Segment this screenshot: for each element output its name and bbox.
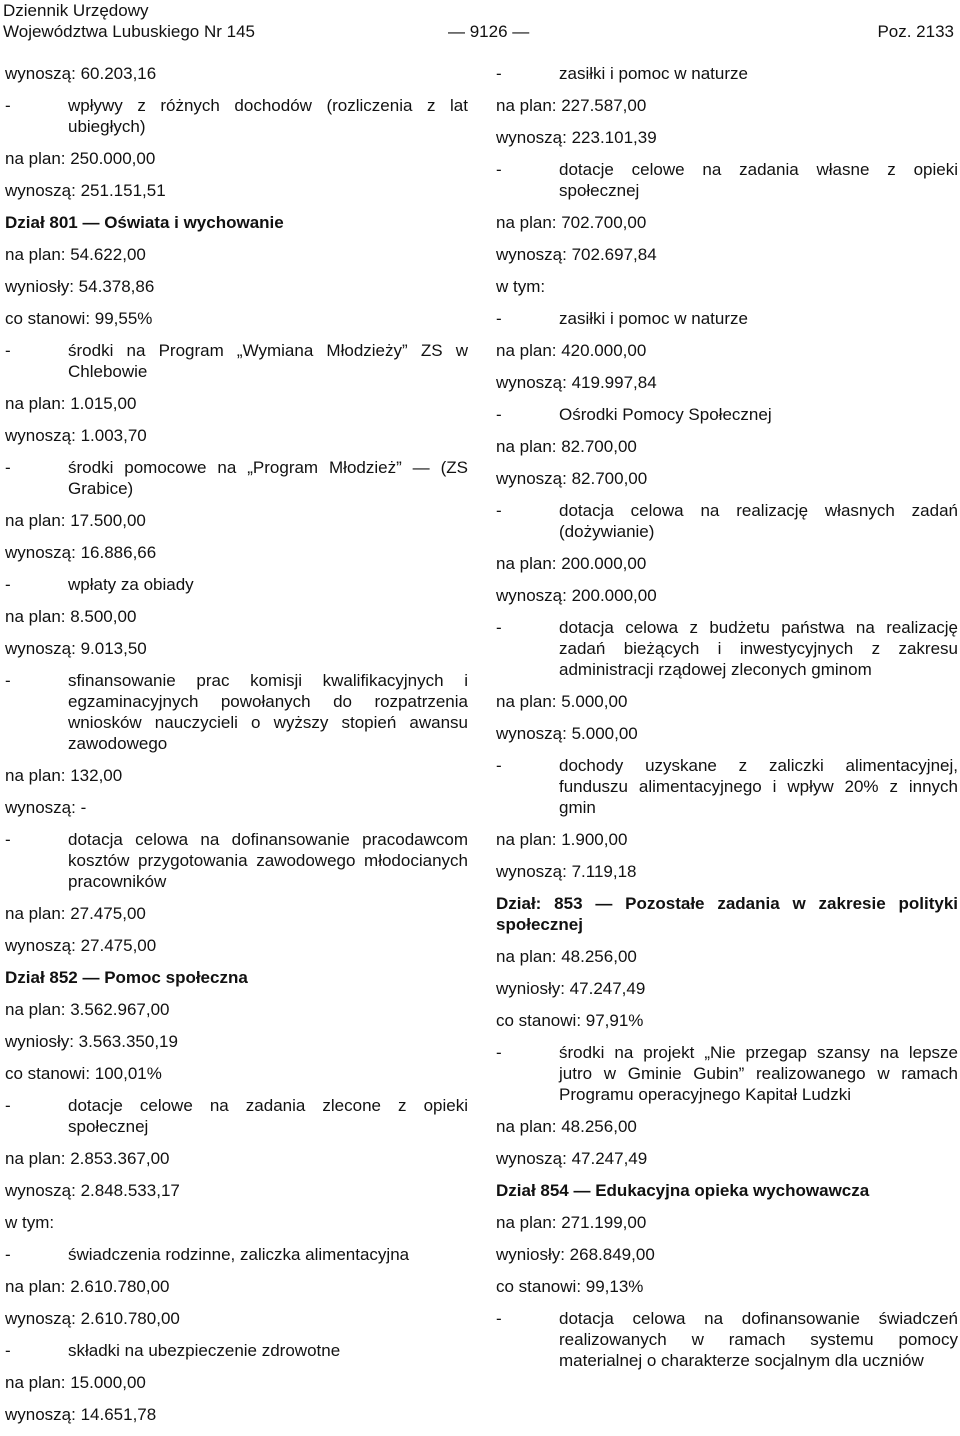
bullet-item	[5, 340, 468, 382]
bullet-item	[496, 63, 958, 84]
amount-line: na plan: 702.700,00	[496, 213, 647, 232]
bullet-dash: -	[496, 1043, 502, 1062]
amount-line: wynoszą: 2.848.533,17	[5, 1181, 180, 1200]
left-column	[5, 63, 468, 1436]
amount-line: wyniosły: 47.247,49	[496, 979, 646, 998]
amount-line: na plan: 48.256,00	[496, 947, 637, 966]
bullet-dash: -	[496, 1309, 502, 1328]
bullet-text: dotacje celowe na zadania własne z opieki społecznej	[559, 160, 958, 200]
amount-line: na plan: 227.587,00	[496, 96, 647, 115]
amount-line: wynoszą: 5.000,00	[496, 724, 638, 743]
amount-line: wynoszą: 702.697,84	[496, 245, 657, 264]
bullet-text: Ośrodki Pomocy Społecznej	[559, 405, 772, 424]
amount-line: na plan: 54.622,00	[5, 245, 146, 264]
bullet-text: dochody uzyskane z zaliczki alimentacyjnej, funduszu alimentacyjnego i wpływ 20% z innych gmin	[559, 756, 958, 817]
bullet-dash: -	[5, 1341, 11, 1360]
section-heading: Dział: 853 — Pozostałe zadania w zakresie polityki społecznej	[496, 894, 958, 934]
amount-line: na plan: 48.256,00	[496, 1117, 637, 1136]
bullet-text: środki na Program „Wymiana Młodzieży” ZS w Chlebowie	[68, 341, 468, 381]
bullet-item	[5, 457, 468, 499]
bullet-dash: -	[5, 96, 11, 115]
amount-line: wyniosły: 54.378,86	[5, 277, 155, 296]
bullet-dash: -	[5, 1245, 11, 1264]
header-row	[3, 21, 957, 42]
bullet-item	[5, 670, 468, 754]
amount-line: wynoszą: 14.651,78	[5, 1405, 157, 1424]
amount-line: na plan: 27.475,00	[5, 904, 146, 923]
position-number: Poz. 2133	[877, 22, 954, 41]
bullet-text: sfinansowanie prac komisji kwalifikacyjnych i egzaminacyjnych powołanych do rozpatrzenia wniosków nauczycieli o wyższy stopień awansu zawodowego	[68, 671, 468, 753]
amount-line: wynoszą: -	[5, 798, 87, 817]
amount-line: na plan: 2.610.780,00	[5, 1277, 170, 1296]
bullet-dash: -	[496, 405, 502, 424]
amount-line: na plan: 5.000,00	[496, 692, 628, 711]
amount-line: wynoszą: 2.610.780,00	[5, 1309, 180, 1328]
amount-line: co stanowi: 100,01%	[5, 1064, 162, 1083]
amount-line: wynoszą: 9.013,50	[5, 639, 147, 658]
bullet-item	[5, 1095, 468, 1137]
amount-line: na plan: 132,00	[5, 766, 123, 785]
bullet-dash: -	[496, 756, 502, 775]
bullet-text: wpłaty za obiady	[68, 575, 194, 594]
amount-line: wynoszą: 47.247,49	[496, 1149, 648, 1168]
amount-line: wynoszą: 27.475,00	[5, 936, 157, 955]
bullet-dash: -	[5, 575, 11, 594]
amount-line: wyniosły: 268.849,00	[496, 1245, 655, 1264]
bullet-dash: -	[496, 309, 502, 328]
bullet-dash: -	[5, 341, 11, 360]
bullet-item	[496, 308, 958, 329]
bullet-dash: -	[496, 160, 502, 179]
amount-line: wynoszą: 1.003,70	[5, 426, 147, 445]
amount-line: wynoszą: 16.886,66	[5, 543, 157, 562]
amount-line: na plan: 250.000,00	[5, 149, 156, 168]
amount-line: na plan: 1.015,00	[5, 394, 137, 413]
amount-line: wynoszą: 82.700,00	[496, 469, 648, 488]
bullet-text: zasiłki i pomoc w naturze	[559, 309, 748, 328]
bullet-item	[5, 574, 468, 595]
bullet-text: środki na projekt „Nie przegap szansy na lepsze jutro w Gminie Gubin” realizowanego w ramach Programu operacyjnego Kapitał Ludzki	[559, 1043, 958, 1104]
amount-line: na plan: 15.000,00	[5, 1373, 146, 1392]
page-number: — 9126 —	[448, 22, 530, 41]
section-heading: Dział 801 — Oświata i wychowanie	[5, 213, 284, 232]
amount-line: w tym:	[496, 277, 546, 296]
bullet-dash: -	[5, 830, 11, 849]
amount-line: wynoszą: 419.997,84	[496, 373, 657, 392]
amount-line: wynoszą: 223.101,39	[496, 128, 657, 147]
journal-title: Dziennik Urzędowy	[3, 1, 149, 20]
page-header	[3, 0, 957, 44]
section-heading: Dział 852 — Pomoc społeczna	[5, 968, 248, 987]
bullet-item	[496, 1042, 958, 1105]
bullet-text: dotacja celowa na realizację własnych zadań (dożywianie)	[559, 501, 958, 541]
bullet-dash: -	[496, 618, 502, 637]
bullet-item	[496, 617, 958, 680]
amount-line: na plan: 8.500,00	[5, 607, 137, 626]
section-heading: Dział 854 — Edukacyjna opieka wychowawcza	[496, 1181, 870, 1200]
bullet-dash: -	[5, 1096, 11, 1115]
bullet-text: świadczenia rodzinne, zaliczka alimentacyjna	[68, 1245, 410, 1264]
bullet-dash: -	[5, 458, 11, 477]
bullet-dash: -	[496, 501, 502, 520]
bullet-text: składki na ubezpieczenie zdrowotne	[68, 1341, 341, 1360]
amount-line: co stanowi: 97,91%	[496, 1011, 644, 1030]
right-column	[496, 63, 958, 1382]
amount-line: na plan: 1.900,00	[496, 830, 628, 849]
bullet-item	[496, 404, 958, 425]
amount-line: na plan: 17.500,00	[5, 511, 146, 530]
bullet-item	[496, 1308, 958, 1371]
amount-line: wynoszą: 200.000,00	[496, 586, 657, 605]
bullet-item	[5, 1340, 468, 1361]
bullet-item	[496, 500, 958, 542]
amount-line: w tym:	[5, 1213, 55, 1232]
bullet-dash: -	[496, 64, 502, 83]
amount-line: co stanowi: 99,55%	[5, 309, 153, 328]
amount-line: na plan: 200.000,00	[496, 554, 647, 573]
bullet-text: zasiłki i pomoc w naturze	[559, 64, 748, 83]
bullet-item	[5, 1244, 468, 1265]
amount-line: wynoszą: 60.203,16	[5, 64, 157, 83]
amount-line: na plan: 271.199,00	[496, 1213, 647, 1232]
voivodeship-issue: Województwa Lubuskiego Nr 145	[3, 22, 255, 41]
amount-line: wynoszą: 7.119,18	[496, 862, 637, 881]
amount-line: co stanowi: 99,13%	[496, 1277, 644, 1296]
bullet-item	[496, 755, 958, 818]
bullet-text: dotacja celowa z budżetu państwa na realizację zadań bieżących i inwestycyjnych z zakresu administracji rządowej zleconych gminom	[559, 618, 958, 679]
amount-line: wyniosły: 3.563.350,19	[5, 1032, 178, 1051]
bullet-text: dotacja celowa na dofinansowanie pracodawcom kosztów przygotowania zawodowego młodocianych pracowników	[68, 830, 468, 891]
bullet-text: środki pomocowe na „Program Młodzież” — (ZS Grabice)	[68, 458, 468, 498]
bullet-text: dotacje celowe na zadania zlecone z opieki społecznej	[68, 1096, 468, 1136]
bullet-item	[5, 95, 468, 137]
amount-line: na plan: 3.562.967,00	[5, 1000, 170, 1019]
bullet-item	[5, 829, 468, 892]
bullet-dash: -	[5, 671, 11, 690]
amount-line: na plan: 2.853.367,00	[5, 1149, 170, 1168]
amount-line: na plan: 420.000,00	[496, 341, 647, 360]
amount-line: na plan: 82.700,00	[496, 437, 637, 456]
bullet-text: wpływy z różnych dochodów (rozliczenia z lat ubiegłych)	[68, 96, 468, 136]
amount-line: wynoszą: 251.151,51	[5, 181, 166, 200]
bullet-text: dotacja celowa na dofinansowanie świadczeń realizowanych w ramach systemu pomocy materialnej o charakterze socjalnym dla uczniów	[559, 1309, 958, 1370]
bullet-item	[496, 159, 958, 201]
